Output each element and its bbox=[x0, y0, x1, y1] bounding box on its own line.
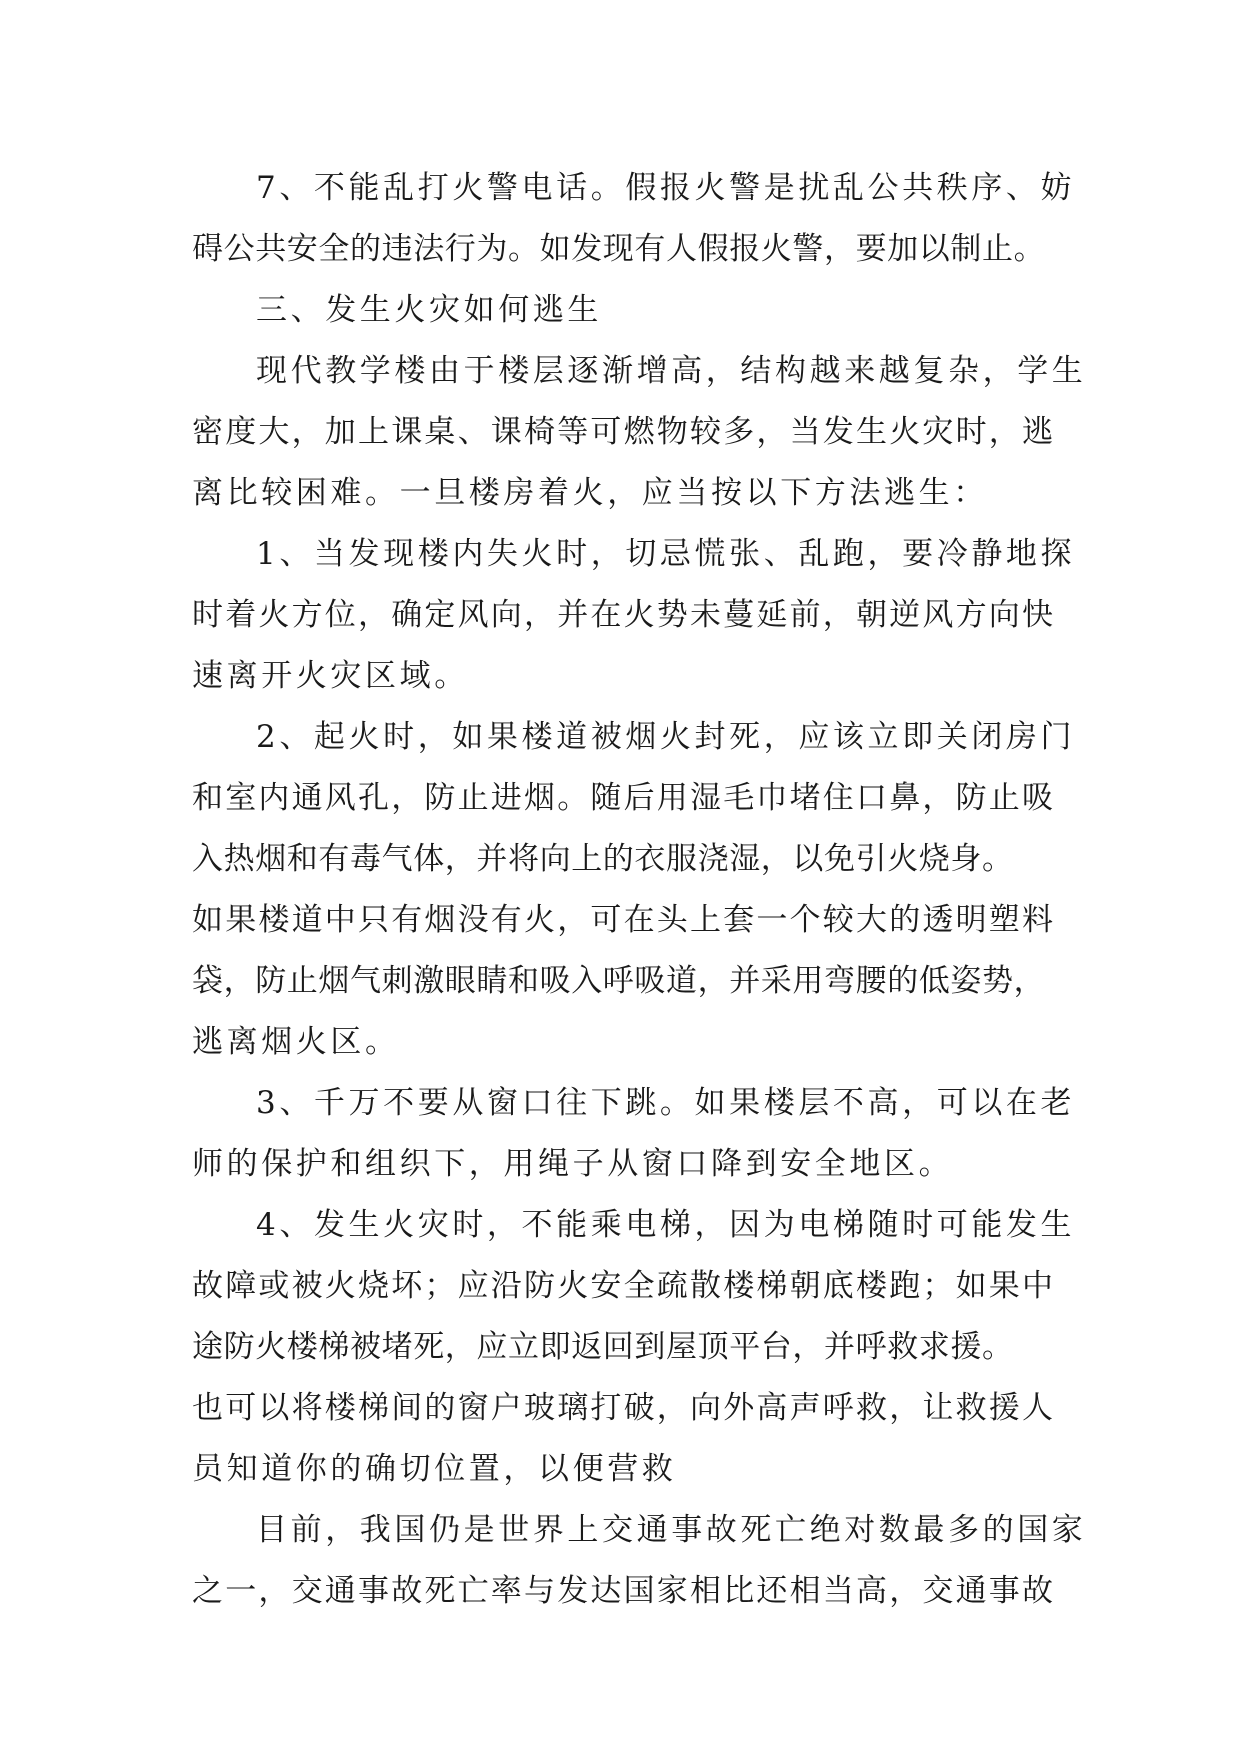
document-body bbox=[192, 158, 1087, 1622]
section-heading: 三、发生火灾如何逃生 bbox=[256, 292, 602, 328]
text-line: 员知道你的确切位置，以便营救 bbox=[192, 1451, 677, 1487]
text-line: 袋，防止烟气刺激眼睛和吸入呼吸道，并采用弯腰的低姿势， bbox=[192, 963, 1046, 999]
text-line: 时着火方位，确定风向，并在火势未蔓延前，朝逆风方向快 bbox=[192, 597, 1056, 633]
text-line: 3、千万不要从窗口往下跳。如果楼层不高，可以在老 bbox=[256, 1085, 1076, 1121]
text-line: 2、起火时，如果楼道被烟火封死，应该立即关闭房门 bbox=[256, 719, 1076, 755]
text-line: 师的保护和组织下，用绳子从窗口降到安全地区。 bbox=[192, 1146, 954, 1182]
text-line: 故障或被火烧坏；应沿防火安全疏散楼梯朝底楼跑；如果中 bbox=[192, 1268, 1056, 1304]
text-line: 目前，我国仍是世界上交通事故死亡绝对数最多的国家 bbox=[256, 1512, 1087, 1548]
text-line: 7、不能乱打火警电话。假报火警是扰乱公共秩序、妨 bbox=[256, 170, 1076, 206]
text-line: 途防火楼梯被堵死，应立即返回到屋顶平台，并呼救求援。 bbox=[192, 1329, 1014, 1365]
text-line: 1、当发现楼内失火时，切忌慌张、乱跑，要冷静地探 bbox=[256, 536, 1076, 572]
text-line: 密度大，加上课桌、课椅等可燃物较多，当发生火灾时，逃 bbox=[192, 414, 1056, 450]
text-line: 也可以将楼梯间的窗户玻璃打破，向外高声呼救，让救援人 bbox=[192, 1390, 1056, 1426]
text-line: 和室内通风孔，防止进烟。随后用湿毛巾堵住口鼻，防止吸 bbox=[192, 780, 1056, 816]
text-line: 离比较困难。一旦楼房着火，应当按以下方法逃生： bbox=[192, 475, 988, 511]
text-line: 逃离烟火区。 bbox=[192, 1024, 400, 1060]
text-line: 入热烟和有毒气体，并将向上的衣服浇湿，以免引火烧身。 bbox=[192, 841, 1014, 877]
text-line: 速离开火灾区域。 bbox=[192, 658, 469, 694]
text-line: 之一，交通事故死亡率与发达国家相比还相当高，交通事故 bbox=[192, 1573, 1056, 1609]
text-line: 4、发生火灾时，不能乘电梯，因为电梯随时可能发生 bbox=[256, 1207, 1076, 1243]
text-line: 现代教学楼由于楼层逐渐增高，结构越来越复杂，学生 bbox=[256, 353, 1087, 389]
text-line: 碍公共安全的违法行为。如发现有人假报火警，要加以制止。 bbox=[192, 231, 1046, 267]
text-line: 如果楼道中只有烟没有火，可在头上套一个较大的透明塑料 bbox=[192, 902, 1056, 938]
